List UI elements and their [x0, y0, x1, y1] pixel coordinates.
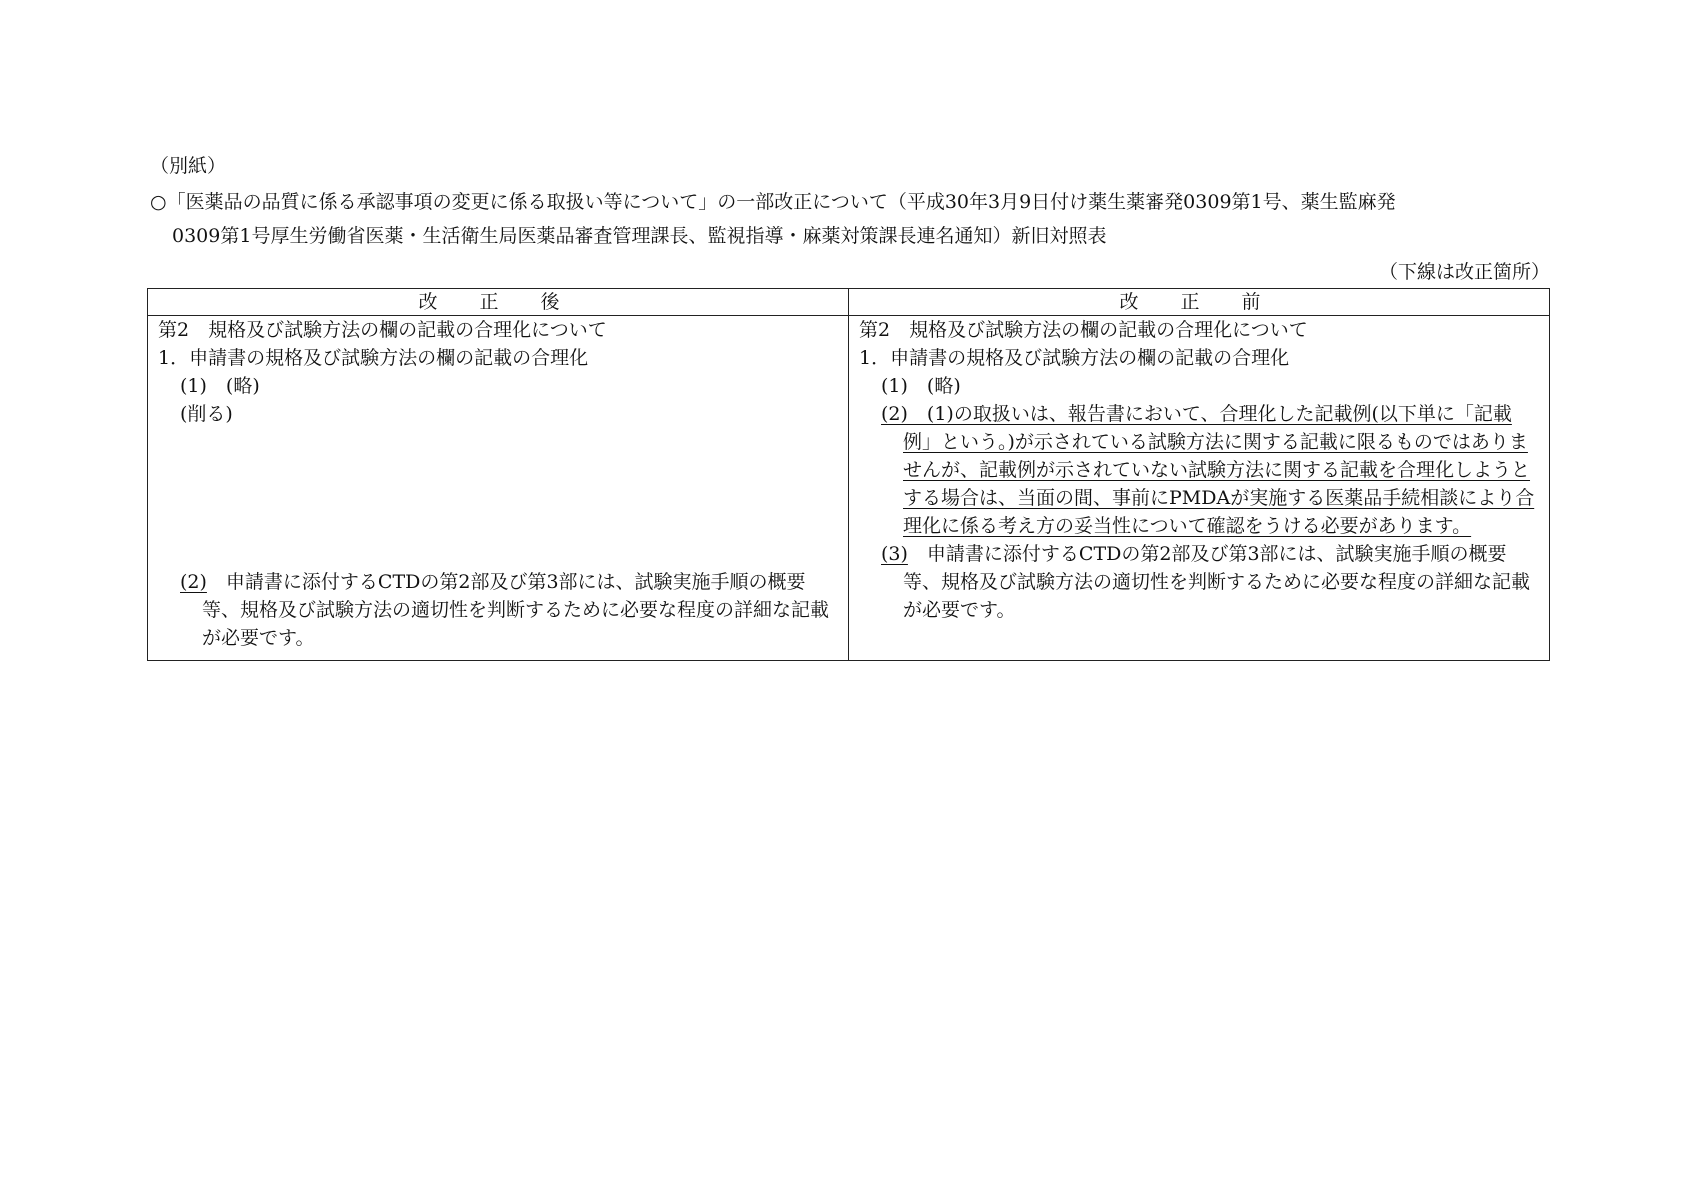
after-sub-2-text: 申請書に添付するCTDの第2部及び第3部には、試験実施手順の概要等、規格及び試験方法の適切性を判断するために必要な程度の詳細な記載が必要です。 — [202, 571, 830, 649]
document-title-line1: ○「医薬品の品質に係る承認事項の変更に係る取扱い等について」の一部改正について（平成30年3月9日付け薬生薬審発0309第1号、薬生監麻発 — [150, 191, 1396, 213]
before-sub-3-number: (3) — [881, 543, 908, 565]
after-sub-1: (1) (略) — [180, 375, 260, 397]
document-title-line2: 0309第1号厚生労働省医薬・生活衛生局医薬品審査管理課長、監視指導・麻薬対策課長連名通知）新旧対照表 — [172, 225, 1107, 247]
attachment-label: （別紙） — [150, 155, 227, 177]
before-item-1: 1．申請書の規格及び試験方法の欄の記載の合理化 — [859, 347, 1290, 369]
table-row — [148, 316, 1550, 661]
header-before-revision: 改 正 前 — [849, 289, 1550, 316]
before-sub-2 — [859, 400, 1539, 540]
table-header-row — [148, 289, 1550, 316]
after-sub-2-number: (2) — [180, 571, 207, 593]
underline-legend: （下線は改正箇所） — [1378, 261, 1550, 283]
after-blank-space — [158, 428, 838, 568]
before-section-heading: 第2 規格及び試験方法の欄の記載の合理化について — [859, 319, 1308, 341]
after-deleted-note: (削る) — [180, 403, 233, 425]
before-revision-cell — [849, 316, 1550, 661]
header-after-revision: 改 正 後 — [148, 289, 849, 316]
before-sub-3-text: 申請書に添付するCTDの第2部及び第3部には、試験実施手順の概要等、規格及び試験方法の適切性を判断するために必要な程度の詳細な記載が必要です。 — [903, 543, 1531, 621]
before-sub-1: (1) (略) — [881, 375, 961, 397]
before-sub-2-text: (2) (1)の取扱いは、報告書において、合理化した記載例(以下単に「記載例」という。)が示されている試験方法に関する記載に限るものではありませんが、記載例が示されていない試験方法に関する記載を合理化しようとする場合は、当面の間、事前にPMDAが実施する医薬品手続相談により合理化に係る考え方の妥当性について確認をうける必要があります。 — [881, 403, 1535, 537]
comparison-table — [147, 288, 1550, 661]
after-sub-2 — [158, 568, 838, 652]
after-revision-cell — [148, 316, 849, 661]
after-item-1: 1．申請書の規格及び試験方法の欄の記載の合理化 — [158, 347, 589, 369]
after-section-heading: 第2 規格及び試験方法の欄の記載の合理化について — [158, 319, 607, 341]
before-sub-3 — [859, 540, 1539, 624]
